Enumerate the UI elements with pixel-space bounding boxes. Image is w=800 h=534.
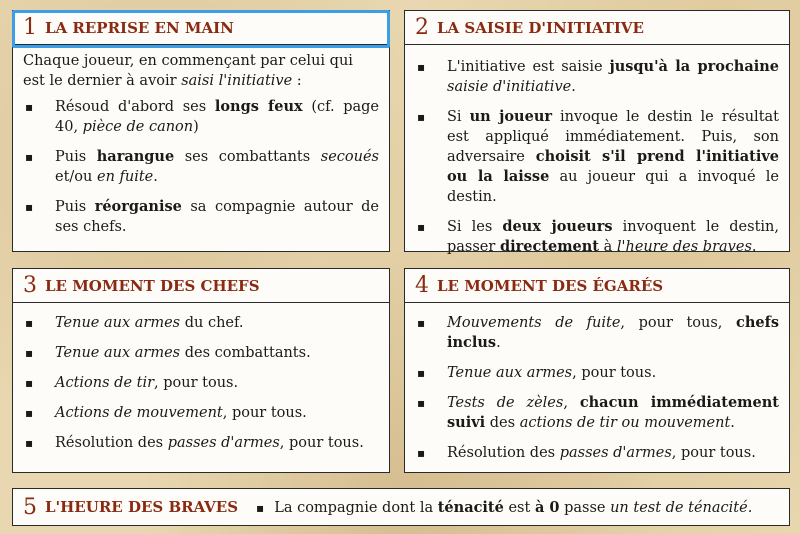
panel-5-text: ▪ La compagnie dont la ténacité est à 0 passe un test de ténacité. (256, 499, 752, 516)
panel-4-header (405, 269, 789, 303)
panel-3-header (13, 269, 389, 303)
list-item: ▪ Puis harangue ses combattants secoués et/ou en fuite. (23, 147, 379, 187)
list-item: ▪ Si un joueur invoque le destin le résultat est appliqué immédiatement. Puis, son adversaire choisit s'il prend l'initiative ou la laisse au joueur qui a invoqué le destin. (415, 107, 779, 207)
panel-5-title: L'HEURE DES BRAVES (45, 498, 239, 516)
list-item: ▪ Tenue aux armes, pour tous. (415, 363, 779, 383)
panel-heure-des-braves (12, 488, 790, 526)
list-item: ▪ Résoud d'abord ses longs feux (cf. page 40, pièce de canon) (23, 97, 379, 137)
panel-1-number: 1 (23, 15, 37, 40)
list-item: ▪ Tenue aux armes du chef. (23, 313, 379, 333)
panel-2-header (405, 11, 789, 45)
panel-1-intro: Chaque joueur, en commençant par celui qui est le dernier à avoir saisi l'initiative : (23, 53, 353, 89)
list-item: ▪ L'initiative est saisie jusqu'à la prochaine saisie d'initiative. (415, 57, 779, 97)
panel-4-list (415, 313, 779, 463)
panel-3-list (23, 313, 379, 453)
list-item: ▪ Puis réorganise sa compagnie autour de ses chefs. (23, 197, 379, 237)
list-item: ▪ Résolution des passes d'armes, pour tous. (415, 443, 779, 463)
selection-highlight (12, 10, 390, 48)
panel-1-list (23, 97, 379, 237)
panel-1-title: LA REPRISE EN MAIN (45, 18, 234, 37)
list-item: ▪ Mouvements de fuite, pour tous, chefs inclus. (415, 313, 779, 353)
panel-moment-des-chefs (12, 268, 390, 473)
panel-5-number: 5 (23, 494, 37, 520)
panel-4-title: LE MOMENT DES ÉGARÉS (437, 276, 664, 295)
list-item: ▪ Actions de mouvement, pour tous. (23, 403, 379, 423)
list-item: ▪ Tenue aux armes des combattants. (23, 343, 379, 363)
list-item: ▪ Actions de tir, pour tous. (23, 373, 379, 393)
list-item: ▪ Tests de zèles, chacun immédiatement suivi des actions de tir ou mouvement. (415, 393, 779, 433)
panel-3-title: LE MOMENT DES CHEFS (45, 276, 260, 295)
panel-moment-des-egares (404, 268, 790, 473)
panel-2-list (415, 57, 779, 257)
list-item: ▪ Résolution des passes d'armes, pour tous. (23, 433, 379, 453)
panel-4-number: 4 (415, 273, 429, 298)
panel-2-title: LA SAISIE D'INITIATIVE (437, 18, 644, 37)
list-item: ▪ Si les deux joueurs invoquent le destin, passer directement à l'heure des braves. (415, 217, 779, 257)
panel-3-number: 3 (23, 273, 37, 298)
panel-saisie-initiative (404, 10, 790, 255)
panel-2-number: 2 (415, 15, 429, 40)
